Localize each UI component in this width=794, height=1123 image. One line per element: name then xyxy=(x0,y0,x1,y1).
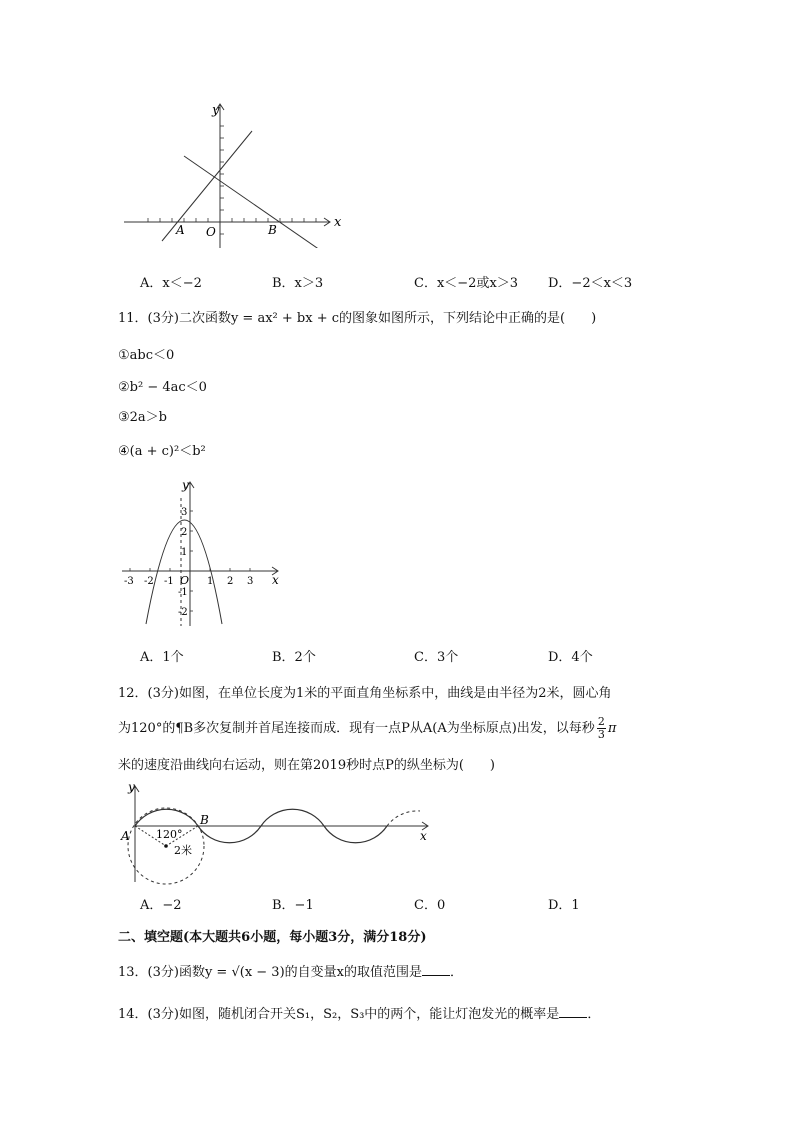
x-tick-label: 3 xyxy=(247,576,254,587)
q10-option-c[interactable]: C．x＜−2或x＞3 xyxy=(414,276,519,291)
x-tick-label: -1 xyxy=(164,576,174,587)
y-tick-label: 3 xyxy=(181,507,188,518)
q14-stem: 14．(3分)如图，随机闭合开关S₁，S₂，S₃中的两个，能让灯泡发光的概率是 xyxy=(118,1007,560,1022)
y-tick-label: -2 xyxy=(178,607,188,618)
q14-text xyxy=(118,1003,600,1022)
point-b-label: B xyxy=(200,813,209,827)
line-through-b xyxy=(184,156,320,248)
fraction-numerator: 2 xyxy=(597,715,605,728)
x-tick-label: -2 xyxy=(144,576,154,587)
point-a-label: A xyxy=(121,829,130,843)
x-tick-label: 2 xyxy=(227,576,234,587)
origin-label: O xyxy=(180,574,190,587)
q12-option-a[interactable]: A．−2 xyxy=(140,898,182,913)
q12-figure xyxy=(118,778,438,886)
q14-end: ． xyxy=(587,1007,601,1022)
y-tick-label: -1 xyxy=(178,587,188,598)
x-label: x xyxy=(334,215,342,230)
pi-symbol: π xyxy=(607,721,617,736)
q11-figure xyxy=(118,478,288,628)
y-label: y xyxy=(212,103,220,118)
q10-option-d[interactable]: D．−2＜x＜3 xyxy=(548,276,633,291)
y-label: y xyxy=(128,780,135,794)
q12-line-2-text: 为120°的¶B多次复制并首尾连接而成．现有一点P从A(A为坐标原点)出发，以每秒 xyxy=(118,721,595,736)
q13-end: ． xyxy=(449,965,463,980)
radius-label: 2米 xyxy=(174,844,192,857)
fraction-denominator: 3 xyxy=(597,728,605,741)
q10-figure xyxy=(118,98,348,248)
q10-option-b[interactable]: B．x＞3 xyxy=(272,276,324,291)
q12-line-1: 12．(3分)如图，在单位长度为1米的平面直角坐标系中，曲线是由半径为2米，圆心角 xyxy=(118,686,612,701)
q12-option-c[interactable]: C．0 xyxy=(414,898,446,913)
x-label: x xyxy=(272,573,279,587)
q11-statement-3: ③2a＞b xyxy=(118,410,167,425)
q13-text xyxy=(118,961,463,980)
q11-option-a[interactable]: A．1个 xyxy=(140,650,184,665)
q12-option-b[interactable]: B．−1 xyxy=(272,898,314,913)
x-tick-label: 1 xyxy=(207,576,214,587)
y-tick-label: 1 xyxy=(181,547,188,558)
q13-stem: 13．(3分)函数y = √(x − 3)的自变量x的取值范围是 xyxy=(118,965,422,980)
x-tick-label: -3 xyxy=(124,576,134,587)
circle-center xyxy=(164,844,168,848)
q12-line-3: 米的速度沿曲线向右运动，则在第2019秒时点P的纵坐标为( ) xyxy=(118,758,495,773)
q11-option-d[interactable]: D．4个 xyxy=(548,650,593,665)
q14-answer-blank[interactable] xyxy=(559,1005,587,1018)
y-label: y xyxy=(182,478,189,492)
q11-statement-2: ②b² − 4ac＜0 xyxy=(118,380,207,395)
section-heading: 二、填空题(本大题共6小题，每小题3分，满分18分) xyxy=(118,930,427,945)
q12-line-2 xyxy=(118,716,616,741)
q11-statement-1: ①abc＜0 xyxy=(118,348,175,363)
fraction xyxy=(597,716,606,741)
point-a-label: A xyxy=(176,223,185,237)
q13-answer-blank[interactable] xyxy=(422,963,450,976)
q11-option-c[interactable]: C．3个 xyxy=(414,650,459,665)
x-label: x xyxy=(420,829,427,843)
q11-stem: 11．(3分)二次函数y = ax² + bx + c的图象如图所示，下列结论中正确的是( ) xyxy=(118,311,597,326)
arc-continuation xyxy=(387,811,420,826)
q11-option-b[interactable]: B．2个 xyxy=(272,650,316,665)
origin-label: O xyxy=(206,225,216,239)
y-tick-label: 2 xyxy=(181,527,188,538)
angle-label: 120° xyxy=(156,828,183,841)
q12-option-d[interactable]: D．1 xyxy=(548,898,580,913)
point-b-label: B xyxy=(268,223,277,237)
q11-statement-4: ④(a + c)²＜b² xyxy=(118,444,206,459)
q10-option-a[interactable]: A．x＜−2 xyxy=(140,276,202,291)
